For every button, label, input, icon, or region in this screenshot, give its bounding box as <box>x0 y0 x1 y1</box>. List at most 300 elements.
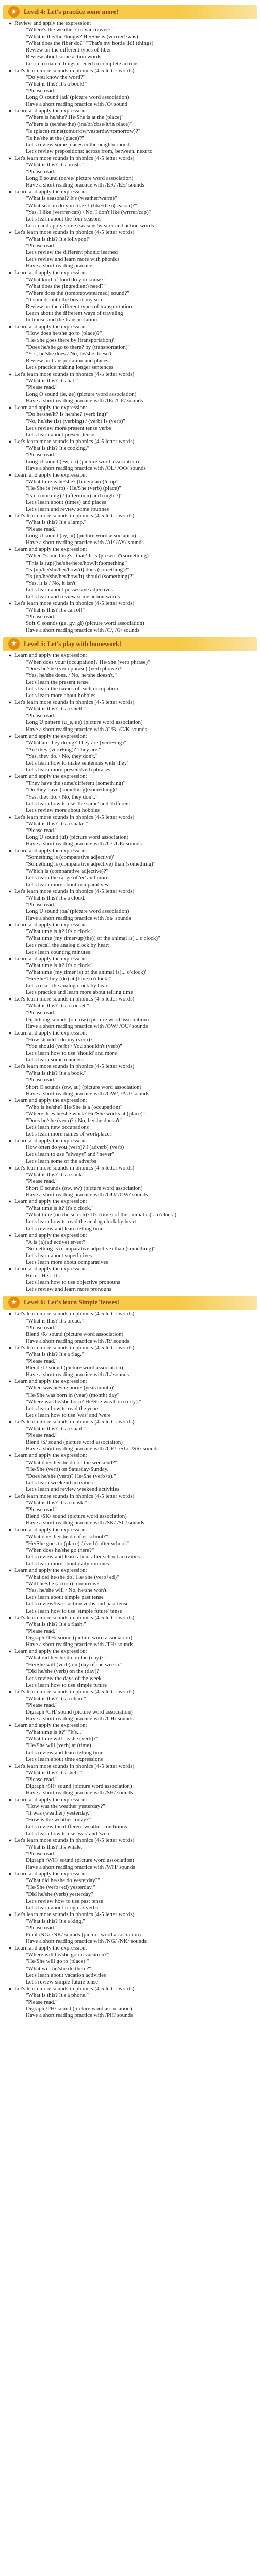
lesson-text: "He/She/They (do) at (time) o'clock." <box>26 976 111 982</box>
lesson-text: Review and apply the expression: <box>14 20 91 26</box>
lesson-heading <box>9 1198 260 1205</box>
lesson-text: Let's learn more sounds in phonics (4-5 letter words) <box>14 814 135 820</box>
lesson-text: "Please read." <box>26 902 58 908</box>
lesson-text: Have a short reading practice with /CH/ sounds <box>26 1716 134 1722</box>
lesson-detail <box>14 1972 260 1979</box>
lesson-detail <box>14 962 260 969</box>
lesson-heading <box>9 1493 260 1500</box>
lesson-text: "What does he/she do after school?" <box>26 1533 108 1540</box>
lesson-detail <box>14 47 260 54</box>
lesson-text: Let's learn how to use objective pronouns <box>26 1279 120 1286</box>
lesson-text: In transit and the transportation <box>26 317 98 324</box>
lesson-detail <box>14 620 260 627</box>
lesson-detail <box>14 949 260 956</box>
bullet-icon: ● <box>9 472 12 478</box>
lesson-text: "Does he/she (verb phrase) (verb phrase)?" <box>26 665 124 672</box>
lesson-detail <box>14 344 260 351</box>
lesson-detail <box>14 1655 260 1662</box>
lesson-detail <box>14 807 260 814</box>
lesson-detail <box>14 1831 260 1837</box>
lesson-detail <box>14 330 260 337</box>
lesson-detail <box>14 465 260 472</box>
bullet-icon: ● <box>9 1266 12 1272</box>
banner-decoration <box>180 5 257 19</box>
lesson-text: Let's learn weekend activities <box>26 1479 93 1486</box>
lesson-text: Learn and apply the expression: <box>14 108 87 114</box>
lesson-text: Learn and apply the expression: <box>14 1198 87 1205</box>
lesson-heading <box>9 1722 260 1729</box>
lesson-text: Let's learn how to read the analog clock by heart <box>26 1218 136 1225</box>
lesson-detail <box>14 666 260 672</box>
lesson-detail <box>14 1958 260 1965</box>
lesson-text: "Do they have (something)(something)?" <box>26 787 120 793</box>
lesson-text: "Please read." <box>26 1702 58 1708</box>
lesson-text: Learn and apply the expression: <box>14 1452 87 1459</box>
lesson-detail <box>14 976 260 982</box>
lesson-text: Let's learn more sounds in phonics (4-5 letter words) <box>14 1688 135 1695</box>
lesson-detail <box>14 580 260 587</box>
lesson-detail <box>14 989 260 996</box>
lesson-text: "It sounds onto the bread. my son." <box>26 296 106 303</box>
lesson-text: "He/She will (verb) on (day of the week)." <box>26 1662 123 1668</box>
lesson-detail <box>14 1824 260 1831</box>
lesson-text: Let's learn more sounds in phonics (4-5 letter words) <box>14 1837 135 1843</box>
lesson-detail <box>14 1662 260 1668</box>
lesson-detail <box>14 1682 260 1689</box>
lesson-text: Long U sound (oa/ (picture word association) <box>26 908 129 915</box>
lesson-text: "Please read." <box>26 1358 58 1365</box>
lesson-detail <box>14 1037 260 1043</box>
lesson-text: Let's recall the analog clock by heart <box>26 942 109 948</box>
lesson-detail <box>14 384 260 391</box>
bullet-icon: ● <box>9 956 12 961</box>
bullet-icon: ● <box>9 652 12 658</box>
lesson-text: Let's review and learn more pronouns <box>26 1286 112 1293</box>
lesson-text: "He/She goes to (place) / (verb) after school." <box>26 1540 130 1547</box>
lesson-text: Let's learn more sounds in phonics (4-5 letter words) <box>14 1493 135 1499</box>
lesson-text: Let's learn more sounds in phonics (4-5 letter words) <box>14 1418 135 1425</box>
lesson-detail <box>14 915 260 922</box>
lesson-detail <box>14 1158 260 1165</box>
lesson-detail <box>14 594 260 600</box>
lesson-text: "Please read." <box>26 1850 58 1857</box>
lesson-detail <box>14 1540 260 1547</box>
lesson-detail <box>14 101 260 108</box>
lesson-text: "What does he/she do on the weekend?" <box>26 1459 117 1466</box>
lesson-detail <box>14 1554 260 1561</box>
lesson-detail <box>14 303 260 310</box>
lesson-text: Let's learn how to use 'simple future' tense <box>26 1607 122 1614</box>
lesson-text: Learn and apply the expression: <box>14 1722 87 1729</box>
lesson-detail <box>14 1716 260 1722</box>
lesson-text: "What is this? It's a phone." <box>26 1992 89 1998</box>
star-icon: ★ <box>8 6 20 18</box>
lesson-text: Let's learn more sounds in phonics (4-5 letter words) <box>14 155 135 161</box>
bullet-icon: ● <box>9 1945 12 1951</box>
lesson-text: "What is this? It's a snail." <box>26 1426 86 1432</box>
lesson-heading <box>9 472 260 479</box>
lesson-detail <box>14 1432 260 1439</box>
lesson-detail <box>14 148 260 155</box>
lesson-text: "What is the/the /tongis? He/She is (verrrer!/was) <box>26 33 138 40</box>
lesson-text: Learn and apply the expression: <box>14 1266 87 1273</box>
lesson-detail <box>14 1864 260 1871</box>
lesson-text: "He/She will go to (place)." <box>26 1958 89 1965</box>
lesson-text: "What will he/she do there?" <box>26 1965 91 1972</box>
lesson-detail <box>14 1574 260 1581</box>
lesson-text: Final /NG/ /NK/ sounds (picture word association) <box>26 1931 141 1938</box>
lesson-detail <box>14 223 260 229</box>
lesson-heading <box>9 404 260 411</box>
lesson-text: "What is this? It's whale." <box>26 1843 85 1850</box>
lesson-text: Let's learn about possessive adjectives <box>26 586 113 593</box>
bullet-icon: ● <box>9 700 12 705</box>
lesson-text: Review on the different types of fiber <box>26 47 111 54</box>
lesson-text: Blend /S/ sound (picture word association) <box>26 1439 123 1446</box>
lesson-detail <box>14 1273 260 1279</box>
lesson-text: Have a short reading practice with /oa/ sounds <box>26 915 131 922</box>
lesson-detail <box>14 351 260 358</box>
lesson-detail <box>14 2012 260 2019</box>
lesson-text: "What did he/she do on the (day)?" <box>26 1655 106 1662</box>
lesson-text: Have a short reading practice with /SK/ /SC/ sounds <box>26 1520 144 1527</box>
lesson-detail <box>14 1587 260 1594</box>
lesson-detail <box>14 760 260 767</box>
lesson-text: "Are they (verb+ing)? They are." <box>26 746 102 753</box>
lesson-detail <box>14 1365 260 1371</box>
lesson-detail <box>14 875 260 882</box>
lesson-detail <box>14 882 260 888</box>
lesson-heading <box>9 699 260 706</box>
lesson-text: Let's learn the present tense <box>26 679 89 685</box>
lesson-text: Let's learn how to make sentences with 'they' <box>26 760 128 767</box>
lesson-text: "What is this? It's carrot!" <box>26 607 85 614</box>
lesson-text: "How was the weather yesterday?" <box>26 1803 105 1810</box>
lesson-text: "Please read." <box>26 526 58 533</box>
lesson-text: Long O sound (ad/ (picture word association) <box>26 94 129 101</box>
bullet-icon: ● <box>9 1797 12 1803</box>
lesson-text: "What is this? It's a flash." <box>26 1621 86 1628</box>
banner-decoration <box>180 1296 257 1310</box>
lesson-text: Let's learn and review some routines <box>26 505 109 512</box>
bullet-icon: ● <box>9 1763 12 1769</box>
lesson-text: Let's learn the range of 'er' and more <box>26 874 109 881</box>
lesson-detail <box>14 969 260 976</box>
lesson-text: Have a short reading practice with /TH/ sounds <box>26 1641 134 1648</box>
lesson-text: "Do you know the word?" <box>26 74 86 80</box>
lesson-detail <box>14 1790 260 1797</box>
lesson-text: Let's learn more sounds in phonics (4-5 letter words) <box>14 1911 135 1918</box>
lesson-detail <box>14 1318 260 1325</box>
lesson-text: "What time is it? It's o'clock." <box>26 1205 94 1212</box>
lesson-detail <box>14 1010 260 1016</box>
lesson-detail <box>14 573 260 580</box>
lesson-heading <box>9 438 260 445</box>
lesson-text: Review about some action words <box>26 54 102 60</box>
lesson-text: Short O sounds (ow, ew) (picture word association) <box>26 1184 143 1191</box>
bullet-icon: ● <box>9 1165 12 1171</box>
lesson-detail <box>14 1480 260 1486</box>
lesson-heading <box>9 814 260 821</box>
lesson-heading <box>9 20 260 27</box>
lesson-detail <box>14 142 260 148</box>
lesson-detail <box>14 1884 260 1891</box>
lesson-text: Let's learn more sounds in phonics (4-5 letter words) <box>14 1614 135 1621</box>
lesson-heading <box>9 652 260 659</box>
lesson-heading <box>9 733 260 740</box>
lesson-detail <box>14 202 260 209</box>
lesson-text: Have a short reading practice <box>26 263 92 269</box>
lesson-detail <box>14 1466 260 1473</box>
lesson-heading <box>9 1029 260 1037</box>
lesson-text: Have a short reading practice with /SH/ sounds <box>26 1790 133 1797</box>
bullet-icon: ● <box>9 438 12 444</box>
lesson-heading <box>9 1985 260 1992</box>
lesson-text: Let's review the different phonic learned <box>26 249 118 256</box>
lesson-detail <box>14 425 260 432</box>
level-title: Level 5: Let's play with homework! <box>24 640 122 648</box>
lesson-detail <box>14 317 260 324</box>
lesson-detail <box>14 1979 260 1986</box>
lesson-heading <box>9 955 260 962</box>
lesson-detail <box>14 1601 260 1607</box>
lesson-detail <box>14 982 260 989</box>
lesson-detail <box>14 135 260 142</box>
lesson-text: "What did he/she do yesterday?" <box>26 1877 100 1884</box>
lesson-text: Let's learn how to use 'was' and 'were' <box>26 1412 112 1418</box>
lesson-detail <box>14 337 260 344</box>
lesson-detail <box>14 1851 260 1857</box>
lesson-text: Let's learn and review some action words <box>26 593 120 600</box>
lesson-heading <box>9 1762 260 1770</box>
lesson-text: Let's learn more sounds in phonics (4-5 letter words) <box>14 888 135 894</box>
lesson-detail <box>14 1286 260 1293</box>
lesson-text: Let's review the different weather conditions <box>26 1823 127 1830</box>
lesson-text: "Is (up/he/she/her/how/it) does (something)?" <box>26 566 130 573</box>
lesson-text: "What is this? It's bread." <box>26 1317 84 1324</box>
lesson-detail <box>14 834 260 841</box>
lesson-detail <box>14 787 260 793</box>
lesson-text: Have a short reading practice with /CR/, /SL/, /SR/ sounds <box>26 1446 159 1452</box>
lesson-detail <box>14 902 260 908</box>
bullet-icon: ● <box>9 1030 12 1036</box>
lesson-heading <box>9 67 260 74</box>
lesson-detail <box>14 88 260 94</box>
lesson-detail <box>14 1783 260 1790</box>
lesson-detail <box>14 726 260 733</box>
lesson-text: "What is this? It's a book!" <box>26 80 87 87</box>
lesson-text: "You should (verb) / You shouldn't (verb)" <box>26 1043 122 1049</box>
lesson-text: "Please read." <box>26 1999 58 2005</box>
lesson-heading <box>9 1138 260 1144</box>
level-banner <box>3 1296 257 1310</box>
lesson-text: "What is this? It's a rocket." <box>26 1003 89 1009</box>
lesson-text: "Yes, he/she does. / No, he/she doesn't." <box>26 672 117 679</box>
bullet-icon: ● <box>9 1419 12 1425</box>
lesson-text: Let's review and learn telling time <box>26 1749 104 1756</box>
lesson-list <box>0 652 260 1293</box>
bullet-icon: ● <box>9 1689 12 1694</box>
lesson-text: Have a short reading practice with /C/B, /C/K sounds <box>26 726 147 733</box>
lesson-text: "Where's the weather? in Vancouver?" <box>26 27 113 33</box>
lesson-text: Have a short reading practice with /ER/ /EE/ sounds <box>26 182 144 189</box>
lesson-text: "It was (weather) yesterday." <box>26 1810 92 1817</box>
lesson-detail <box>14 398 260 404</box>
lesson-text: Learn and apply the expression: <box>14 1797 87 1803</box>
bullet-icon: ● <box>9 229 12 235</box>
lesson-detail <box>14 1178 260 1185</box>
lesson-detail <box>14 479 260 485</box>
lesson-detail <box>14 753 260 760</box>
bullet-icon: ● <box>9 1097 12 1103</box>
lesson-text: "Please read." <box>26 713 58 719</box>
lesson-text: Have a short reading practice with /PH/ sounds <box>26 2012 133 2019</box>
bullet-icon: ● <box>9 21 12 26</box>
lesson-detail <box>14 686 260 692</box>
lesson-detail <box>14 854 260 861</box>
lesson-text: Let's learn more about daily routines <box>26 1560 109 1567</box>
lesson-text: "Where is (se/she/the) (ins/or/cbse/it/in place)" <box>26 121 133 128</box>
lesson-heading <box>9 1837 260 1844</box>
bullet-icon: ● <box>9 513 12 518</box>
bullet-icon: ● <box>9 270 12 276</box>
lesson-text: Have a short reading practice with /R/ sounds <box>26 1337 129 1344</box>
lesson-text: "Do he/she/it? Is he/she? (verb ing)" <box>26 411 109 418</box>
lesson-detail <box>14 1399 260 1405</box>
lesson-text: "What time (my timer/up(the)) of the animal is(... o'clock)" <box>26 935 160 942</box>
lesson-heading <box>9 512 260 519</box>
lesson-text: "What is this? It's a lamp." <box>26 519 87 526</box>
lesson-heading <box>9 1648 260 1655</box>
lesson-detail <box>14 1561 260 1567</box>
lesson-text: Let's review prepositions: across from, between, next to <box>26 148 153 155</box>
lesson-detail <box>14 1756 260 1763</box>
lesson-text: Diphthong sounds (ou, ow) (picture word association) <box>26 1016 149 1023</box>
lesson-detail <box>14 1992 260 1999</box>
lesson-text: "What are they doing? They are (verb+ing)" <box>26 739 126 746</box>
lesson-heading <box>9 1797 260 1803</box>
lesson-text: Let's learn more sounds in phonics (4-5 letter words) <box>14 1344 135 1351</box>
bullet-icon: ● <box>9 405 12 411</box>
lesson-text: Let's learn some of the adverbs <box>26 1158 96 1164</box>
lesson-detail <box>14 827 260 834</box>
lesson-text: Let's review and learn telling time <box>26 1225 104 1232</box>
lesson-detail <box>14 1675 260 1682</box>
lesson-detail <box>14 895 260 902</box>
lesson-detail <box>14 1111 260 1117</box>
lesson-text: "What is this? It's a book." <box>26 1070 87 1077</box>
lesson-detail <box>14 1412 260 1419</box>
lesson-text: "Is (place) mine(tomorrow/yesterday/tomorrow)?" <box>26 128 141 134</box>
lesson-detail <box>14 358 260 364</box>
bullet-icon: ● <box>9 547 12 552</box>
lesson-detail <box>14 1077 260 1083</box>
lesson-text: Learn and apply the expression: <box>14 848 87 854</box>
lesson-text: "No, he/she (is) (verbing) / (verb) Is (verb)" <box>26 418 125 425</box>
lesson-text: Let's learn more sounds in phonics (4-5 letter words) <box>14 1762 135 1769</box>
lesson-detail <box>14 1750 260 1756</box>
lesson-text: "Please read." <box>26 1009 58 1016</box>
lesson-heading <box>9 888 260 895</box>
lesson-heading <box>9 1164 260 1172</box>
lesson-text: "What time is it?" "It's..." <box>26 1729 84 1736</box>
lesson-detail <box>14 713 260 719</box>
lesson-text: "What is this? It's lollypop!" <box>26 236 91 242</box>
lesson-text: Let's learn about present tense <box>26 431 94 438</box>
lesson-detail <box>14 1500 260 1506</box>
lesson-text: Digraph /PH/ sound (picture word association) <box>26 2006 132 2012</box>
lesson-text: "A is (a)(adjective) er/est" <box>26 1239 85 1245</box>
lesson-text: "Please read." <box>26 243 58 249</box>
lesson-text: "What is this? It's a sock." <box>26 1171 86 1178</box>
lesson-heading <box>9 773 260 780</box>
lesson-text: Him... He... It... <box>26 1273 62 1279</box>
lesson-text: Digraph /CH/ sound (picture word association) <box>26 1708 133 1715</box>
lesson-detail <box>14 1057 260 1063</box>
lesson-detail <box>14 861 260 868</box>
bullet-icon: ● <box>9 324 12 330</box>
lesson-detail <box>14 1392 260 1399</box>
lesson-detail <box>14 1371 260 1378</box>
lesson-detail <box>14 1918 260 1925</box>
lesson-text: Let's learn the names of each occupation <box>26 686 118 692</box>
lesson-text: "How does he/she go to (place)?" <box>26 330 102 337</box>
lesson-detail <box>14 1246 260 1252</box>
lesson-text: Learn about the different ways of traveling <box>26 310 123 317</box>
lesson-list <box>0 1311 260 2019</box>
lesson-detail <box>14 1965 260 1972</box>
lesson-detail <box>14 493 260 499</box>
lesson-detail <box>14 1226 260 1232</box>
lesson-detail <box>14 1003 260 1009</box>
lesson-detail <box>14 290 260 297</box>
lesson-detail <box>14 2006 260 2012</box>
lesson-detail <box>14 236 260 243</box>
lesson-text: "Does he/she (verb)? / No, he/she doesn't" <box>26 1117 122 1124</box>
lesson-text: "Something is (comparative adjective) than (something)" <box>26 861 156 868</box>
lesson-detail <box>14 1925 260 1931</box>
lesson-text: Have a short reading practice with /U/ /UE/ sounds <box>26 841 142 848</box>
lesson-text: Have a short reading practice with /L/ sounds <box>26 1371 129 1378</box>
lesson-text: Let's learn how to use 'should' and more <box>26 1050 117 1057</box>
lesson-text: Short O sounds (ow, au) (picture word association) <box>26 1083 142 1090</box>
lesson-text: How often do you (verb)? I (adverb) (verb) <box>26 1144 124 1151</box>
lesson-detail <box>14 1212 260 1218</box>
lesson-text: Have a short reading practice with /OW/ /OU/ sounds <box>26 1023 148 1029</box>
lesson-text: Learn and apply the expression: <box>14 1029 87 1036</box>
lesson-text: "Will he/she (action) tomorrow?" <box>26 1581 102 1587</box>
lesson-text: Have a short reading practice with /NG/ /NK/ sounds <box>26 1938 147 1945</box>
bullet-icon: ● <box>9 1453 12 1459</box>
lesson-detail <box>14 506 260 513</box>
lesson-detail <box>14 672 260 679</box>
lesson-text: "Please read." <box>26 614 58 620</box>
lesson-text: "What is this? It's a mask." <box>26 1500 87 1506</box>
lesson-text: Learn and apply the expression: <box>14 1871 87 1877</box>
lesson-detail <box>14 1325 260 1331</box>
lesson-text: "Did he/she (verb) on the (day)?" <box>26 1668 102 1675</box>
lesson-heading <box>9 1378 260 1385</box>
lesson-text: Let's learn how to use 'was' and 'were' <box>26 1830 112 1837</box>
lesson-text: "Please read." <box>26 1178 58 1184</box>
lesson-detail <box>14 1506 260 1513</box>
lesson-text: Learn and apply the expression: <box>14 652 87 658</box>
bullet-icon: ● <box>9 1986 12 1991</box>
lesson-detail <box>14 94 260 101</box>
lesson-detail <box>14 567 260 573</box>
lesson-detail <box>14 1185 260 1192</box>
lesson-text: Learn and apply the expression: <box>14 773 87 780</box>
